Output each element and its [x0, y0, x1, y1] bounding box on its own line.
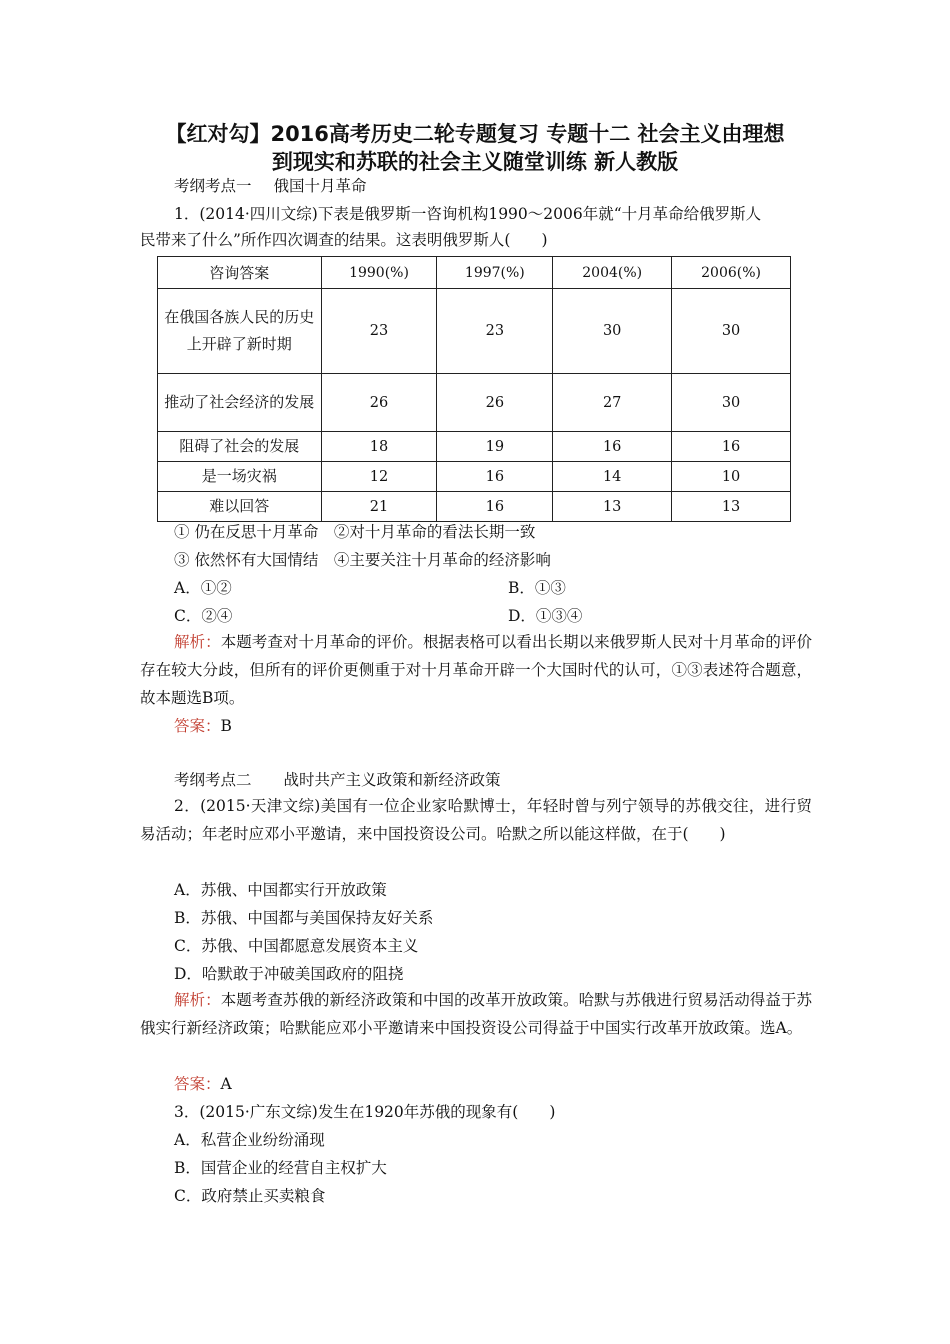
q1-option-a: A．①② — [174, 579, 232, 597]
q2-answer-value: A — [220, 1075, 232, 1093]
q1-answer-value: B — [220, 717, 232, 735]
q1-analysis-label: 解析： — [174, 633, 221, 651]
table-cell: 21 — [321, 492, 437, 522]
table-header-cell: 2006(%) — [672, 257, 791, 289]
q2-analysis-label: 解析： — [174, 991, 221, 1009]
q1-answer-label: 答案： — [174, 717, 221, 735]
q1-option-b: B．①③ — [508, 579, 566, 597]
table-cell-answer: 难以回答 — [158, 492, 322, 522]
q2-option-b: B．苏俄、中国都与美国保持友好关系 — [174, 909, 434, 927]
q1-answer — [174, 716, 232, 736]
title-line-2: 到现实和苏联的社会主义随堂训练 新人教版 — [271, 150, 679, 174]
q1-stem-line-1: 1．(2014·四川文综)下表是俄罗斯一咨询机构1990～2006年就“十月革命给俄罗斯人 — [174, 205, 762, 223]
table-cell-answer: 推动了社会经济的发展 — [158, 374, 322, 432]
q2-option-d: D．哈默敢于冲破美国政府的阻挠 — [174, 965, 404, 983]
q1-statements-line-1: ① 仍在反思十月革命 ②对十月革命的看法长期一致 — [174, 523, 536, 541]
q2-analysis-text: 本题考查苏俄的新经济政策和中国的改革开放政策。哈默与苏俄进行贸易活动得益于苏俄实行新经济政策；哈默能应邓小平邀请来中国投资设公司得益于中国实行改革开放政策。选A。 — [140, 991, 812, 1037]
table-cell: 16 — [553, 432, 672, 462]
table-cell: 26 — [437, 374, 553, 432]
q3-option-a: A．私营企业纷纷涌现 — [174, 1131, 325, 1149]
q2-answer-label: 答案： — [174, 1075, 221, 1093]
table-cell-answer: 阻碍了社会的发展 — [158, 432, 322, 462]
q1-option-d: D．①③④ — [508, 607, 583, 625]
table-cell: 26 — [321, 374, 437, 432]
q2-option-c: C．苏俄、中国都愿意发展资本主义 — [174, 937, 419, 955]
table-cell: 19 — [437, 432, 553, 462]
table-cell: 14 — [553, 462, 672, 492]
table-cell-answer: 是一场灾祸 — [158, 462, 322, 492]
table-cell: 16 — [437, 462, 553, 492]
table-cell: 30 — [672, 374, 791, 432]
survey-table — [157, 256, 791, 522]
q1-analysis-text: 本题考查对十月革命的评价。根据表格可以看出长期以来俄罗斯人民对十月革命的评价存在较大分歧，但所有的评价更侧重于对十月革命开辟一个大国时代的认可，①③表述符合题意，故本题选B项。 — [140, 633, 812, 707]
table-header-cell: 咨询答案 — [158, 257, 322, 289]
q3-option-b: B．国营企业的经营自主权扩大 — [174, 1159, 387, 1177]
table-cell: 13 — [553, 492, 672, 522]
table-header-cell: 1997(%) — [437, 257, 553, 289]
section-2-heading — [174, 770, 501, 790]
section-2-topic: 战时共产主义政策和新经济政策 — [283, 771, 501, 789]
table-cell: 23 — [321, 289, 437, 374]
table-cell: 27 — [553, 374, 672, 432]
q2-option-a: A．苏俄、中国都实行开放政策 — [174, 881, 387, 899]
section-1-label: 考纲考点一 — [174, 177, 252, 195]
q3-stem: 3．(2015·广东文综)发生在1920年苏俄的现象有( ) — [174, 1103, 556, 1121]
section-1-heading — [174, 176, 367, 196]
q1-statements-line-2: ③ 依然怀有大国情结 ④主要关注十月革命的经济影响 — [174, 551, 551, 569]
q2-stem: 2．(2015·天津文综)美国有一位企业家哈默博士，年轻时曾与列宁领导的苏俄交往，进行贸易活动；年老时应邓小平邀请，来中国投资设公司。哈默之所以能这样做，在于( ) — [140, 797, 812, 843]
table-header-cell: 2004(%) — [553, 257, 672, 289]
q2-analysis — [140, 986, 812, 1042]
table-cell: 23 — [437, 289, 553, 374]
table-row — [158, 492, 791, 522]
q3-option-c: C．政府禁止买卖粮食 — [174, 1187, 326, 1205]
table-cell: 30 — [672, 289, 791, 374]
table-cell: 30 — [553, 289, 672, 374]
table-row — [158, 462, 791, 492]
table-row — [158, 432, 791, 462]
q1-option-c: C．②④ — [174, 607, 233, 625]
table-header-cell: 1990(%) — [321, 257, 437, 289]
document-title — [140, 120, 810, 176]
table-cell: 12 — [321, 462, 437, 492]
table-row — [158, 289, 791, 374]
table-cell: 18 — [321, 432, 437, 462]
q2-answer — [174, 1074, 232, 1094]
table-cell: 10 — [672, 462, 791, 492]
title-line-1: 【红对勾】2016高考历史二轮专题复习 专题十二 社会主义由理想 — [165, 122, 785, 146]
table-cell: 13 — [672, 492, 791, 522]
section-1-topic: 俄国十月革命 — [273, 177, 367, 195]
table-header-row — [158, 257, 791, 289]
section-2-label: 考纲考点二 — [174, 771, 252, 789]
q1-stem-line-2: 民带来了什么”所作四次调查的结果。这表明俄罗斯人( ) — [140, 231, 548, 249]
table-row — [158, 374, 791, 432]
table-cell-answer: 在俄国各族人民的历史上开辟了新时期 — [158, 289, 322, 374]
table-cell: 16 — [437, 492, 553, 522]
table-cell: 16 — [672, 432, 791, 462]
q1-analysis — [140, 628, 812, 712]
